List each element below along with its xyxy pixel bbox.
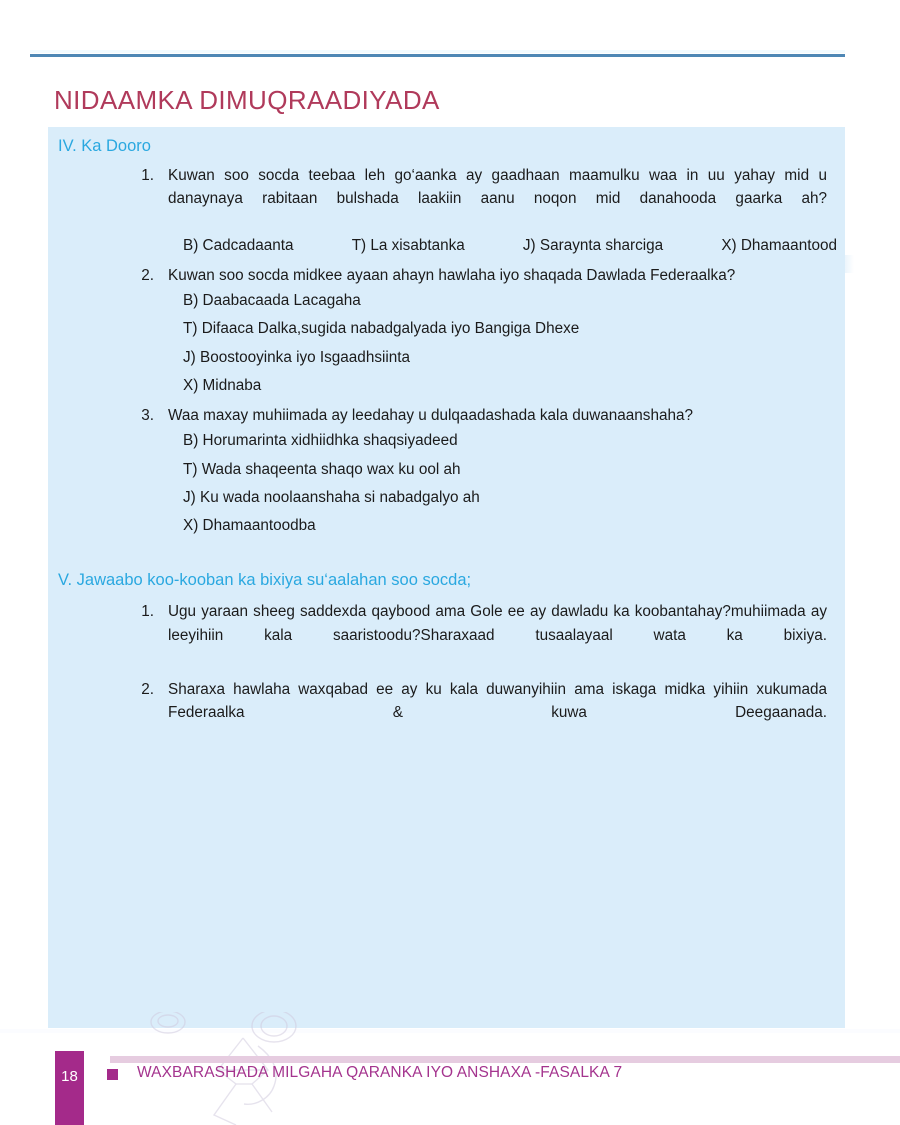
question-number: 2. xyxy=(141,681,154,699)
question-item xyxy=(128,404,833,427)
option-b: B) Cadcadaanta xyxy=(183,236,294,254)
section-iv xyxy=(48,127,845,541)
question-text: Sharaxa hawlaha waxqabad ee ay ku kala duwanyihiin ama iskaga midka yihiin xukumada Federaalka & kuwa Deegaanada. xyxy=(168,681,827,722)
page-number-badge xyxy=(55,1051,84,1125)
option-j: J) Saraynta sharciga xyxy=(522,236,664,254)
footer-title: WAXBARASHADA MILGAHA QARANKA IYO ANSHAXA -FASALKA 7 xyxy=(137,1064,623,1081)
option-j: J) Ku wada noolaanshaha si nabadgalyo ah xyxy=(183,489,480,507)
question-number: 2. xyxy=(141,266,154,284)
header-rule xyxy=(30,54,845,57)
option-t: T) Wada shaqeenta shaqo wax ku ool ah xyxy=(183,460,461,478)
option-x: X) Midnaba xyxy=(183,376,262,394)
page-title: NIDAAMKA DIMUQRAADIYADA xyxy=(54,85,440,116)
option-t: T) Difaaca Dalka,sugida nabadgalyada iyo Bangiga Dhexe xyxy=(183,320,580,338)
content-panel xyxy=(48,127,845,1028)
footer-rule xyxy=(110,1056,900,1063)
question-number: 1. xyxy=(141,166,154,184)
header-rule-highlight xyxy=(30,50,845,53)
question-item xyxy=(128,164,833,234)
section-v-heading: V. Jawaabo koo-kooban ka bixiya su‘aalahan soo socda; xyxy=(58,570,472,589)
option-t: T) La xisabtanka xyxy=(351,236,465,254)
option-stack xyxy=(183,287,845,400)
section-v-question-list xyxy=(48,600,845,748)
section-iv-heading: IV. Ka Dooro xyxy=(58,137,151,155)
panel-bottom-fade xyxy=(0,1029,900,1033)
option-b: B) Horumarinta xidhiidhka shaqsiyadeed xyxy=(183,432,458,450)
question-text: Kuwan soo socda midkee ayaan ahayn hawlaha iyo shaqada Dawlada Federaalka? xyxy=(168,266,736,284)
question-text: Kuwan soo socda teebaa leh go‘aanka ay gaadhaan maamulku waa in uu yahay mid u danaynaya rabitaan bulshada laakiin aanu noqon mid danahooda gaarka ah? xyxy=(168,166,827,208)
page-number: 18 xyxy=(61,1068,78,1085)
section-spacer xyxy=(48,541,845,571)
question-text: Ugu yaraan sheeg saddexda qaybood ama Gole ee ay dawladu ka koobantahay?muhiimada ay leeyihiin kala saaristoodu?Sharaxaad tusaalayaal wata ka bixiya. xyxy=(168,603,827,644)
option-x: X) Dhamaantoodba xyxy=(183,517,316,535)
question-number: 3. xyxy=(141,407,154,425)
option-x: X) Dhamaantood xyxy=(721,236,837,254)
footer-bullet-icon xyxy=(107,1069,118,1080)
section-v xyxy=(48,571,845,748)
question-item xyxy=(116,600,833,670)
question-text: Waa maxay muhiimada ay leedahay u dulqaadashada kala duwanaanshaha? xyxy=(168,407,693,425)
option-row xyxy=(183,234,837,257)
option-stack xyxy=(183,427,845,540)
option-b: B) Daabacaada Lacagaha xyxy=(183,292,361,310)
question-number: 1. xyxy=(141,603,154,621)
option-j: J) Boostooyinka iyo Isgaadhsiinta xyxy=(183,348,411,366)
page-edge-artifact xyxy=(845,255,854,273)
question-item xyxy=(128,264,833,287)
question-item xyxy=(116,678,833,748)
section-iv-question-list xyxy=(48,164,845,541)
